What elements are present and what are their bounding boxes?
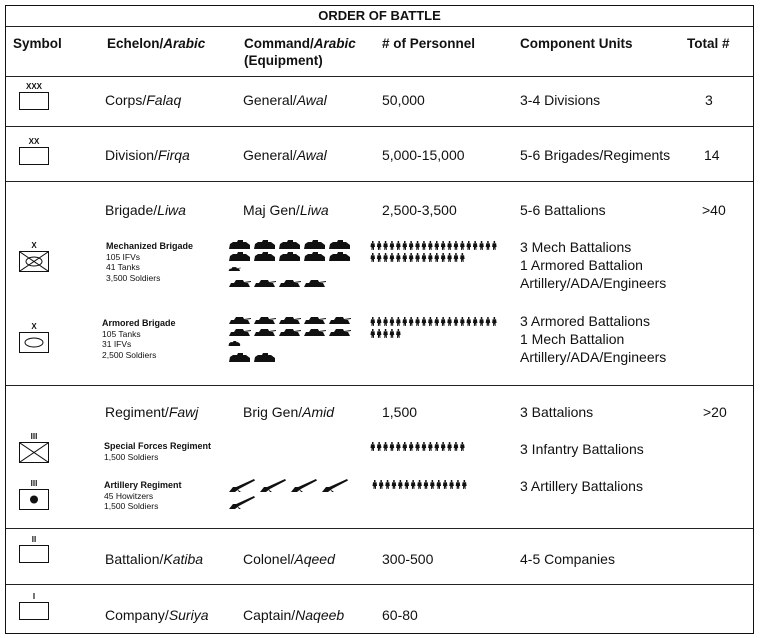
tank-icon bbox=[254, 317, 276, 324]
soldier-icon bbox=[454, 241, 459, 250]
ifv-icon bbox=[304, 252, 325, 261]
soldier-icon bbox=[422, 241, 427, 250]
header-command: Command/Arabic bbox=[244, 36, 356, 51]
soldier-icon bbox=[371, 329, 376, 338]
company-symbol bbox=[19, 593, 49, 623]
sf-regiment-symbol bbox=[19, 433, 49, 463]
soldier-icon bbox=[396, 329, 401, 338]
battalion-echelon: Battalion/Katiba bbox=[105, 551, 204, 567]
soldier-icon bbox=[454, 253, 459, 262]
mech-soldier-icons bbox=[370, 241, 503, 253]
ifv-icon bbox=[254, 240, 275, 249]
soldier-icon bbox=[415, 241, 420, 250]
soldier-icon bbox=[409, 442, 414, 451]
tank-icon-group bbox=[228, 266, 351, 299]
soldier-icon-group bbox=[370, 442, 471, 463]
header-echelon: Echelon/Arabic bbox=[107, 36, 206, 51]
ifv-icon bbox=[254, 353, 275, 362]
soldier-icon bbox=[383, 329, 388, 338]
regiment-echelon: Regiment/Fawj bbox=[105, 404, 199, 420]
tank-icon bbox=[229, 267, 241, 271]
howitzer-icon bbox=[322, 479, 348, 492]
soldier-icon bbox=[479, 241, 484, 250]
soldier-icon bbox=[371, 253, 376, 262]
howitzer-icon bbox=[229, 496, 255, 509]
soldier-icon bbox=[462, 480, 467, 489]
tank-icon bbox=[229, 329, 251, 336]
tank-icon bbox=[254, 280, 276, 287]
soldier-icon bbox=[383, 442, 388, 451]
tank-icon bbox=[229, 317, 251, 324]
ifv-icon bbox=[279, 252, 300, 261]
armor-brigade-comp-1: 3 Armored Battalions bbox=[520, 313, 650, 329]
brigade-components: 5-6 Battalions bbox=[520, 202, 606, 218]
soldier-icon bbox=[390, 329, 395, 338]
soldier-icon bbox=[390, 442, 395, 451]
soldier-icon bbox=[454, 317, 459, 326]
battalion-personnel: 300-500 bbox=[382, 551, 434, 567]
division-total: 14 bbox=[704, 147, 720, 163]
soldier-icon bbox=[411, 480, 416, 489]
soldier-icon bbox=[473, 241, 478, 250]
company-personnel: 60-80 bbox=[382, 607, 418, 623]
armor-ifv-icons bbox=[228, 341, 301, 353]
soldier-icon bbox=[486, 317, 491, 326]
soldier-icon bbox=[428, 253, 433, 262]
soldier-icon bbox=[473, 317, 478, 326]
tank-icon bbox=[279, 280, 301, 287]
howitzer-icon bbox=[291, 479, 317, 492]
soldier-icon bbox=[460, 241, 465, 250]
ifv-icon bbox=[329, 240, 350, 249]
mech-brigade-details: Mechanized Brigade 105 IFVs 41 Tanks 3,500 Soldiers bbox=[106, 241, 194, 283]
soldier-icon bbox=[396, 253, 401, 262]
sf-regiment-details: Special Forces Regiment 1,500 Soldiers bbox=[104, 441, 212, 462]
corps-echelon: Corps/Falaq bbox=[105, 92, 182, 108]
soldier-icon bbox=[415, 317, 420, 326]
soldier-icon bbox=[383, 241, 388, 250]
division-command: General/Awal bbox=[243, 147, 327, 163]
soldier-icon bbox=[437, 480, 442, 489]
soldier-icon bbox=[467, 241, 472, 250]
company-echelon: Company/Suriya bbox=[105, 607, 209, 623]
howitzer-icon bbox=[229, 479, 255, 492]
soldier-icon bbox=[403, 241, 408, 250]
soldier-icon bbox=[428, 317, 433, 326]
ifv-icon bbox=[304, 240, 325, 249]
soldier-icon bbox=[409, 253, 414, 262]
soldier-icon-group bbox=[370, 317, 503, 350]
soldier-icon bbox=[467, 317, 472, 326]
ifv-icon bbox=[229, 353, 250, 362]
ifv-icon bbox=[229, 341, 241, 346]
soldier-icon bbox=[383, 253, 388, 262]
soldier-icon bbox=[390, 317, 395, 326]
mechanized-infantry-symbol-icon bbox=[20, 252, 48, 271]
soldier-icon bbox=[405, 480, 410, 489]
soldier-icon bbox=[428, 442, 433, 451]
mech-ifv-icons bbox=[228, 240, 376, 252]
armor-symbol-icon bbox=[20, 333, 48, 352]
soldier-icon bbox=[398, 480, 403, 489]
battalion-symbol bbox=[19, 536, 49, 566]
armor-brigade-details: Armored Brigade 105 Tanks 31 IFVs 2,500 Soldiers bbox=[102, 318, 176, 360]
ifv-icon bbox=[229, 252, 250, 261]
corps-components: 3-4 Divisions bbox=[520, 92, 601, 108]
soldier-icon bbox=[428, 241, 433, 250]
soldier-icon bbox=[441, 241, 446, 250]
tank-icon bbox=[279, 329, 301, 336]
soldier-icon-group bbox=[372, 480, 473, 501]
armor-soldier-icons bbox=[370, 317, 503, 329]
echelon-marker: III bbox=[30, 479, 38, 488]
division-personnel: 5,000-15,000 bbox=[382, 147, 465, 163]
mech-brigade-comp-3: Artillery/ADA/Engineers bbox=[520, 275, 667, 291]
armor-brigade-symbol bbox=[19, 323, 49, 353]
soldier-icon-group bbox=[370, 241, 503, 274]
art-howitzer-icons bbox=[228, 479, 380, 491]
company-command: Captain/Naqeeb bbox=[243, 607, 345, 623]
tank-icon bbox=[329, 329, 351, 336]
soldier-icon bbox=[447, 253, 452, 262]
soldier-icon bbox=[486, 241, 491, 250]
mech-brigade-comp-2: 1 Armored Battalion bbox=[520, 257, 643, 273]
soldier-icon bbox=[447, 317, 452, 326]
echelon-marker: XXX bbox=[25, 82, 42, 91]
regiment-components: 3 Battalions bbox=[520, 404, 594, 420]
soldier-icon bbox=[435, 317, 440, 326]
soldier-icon bbox=[454, 442, 459, 451]
header-components: Component Units bbox=[520, 36, 633, 51]
echelon-marker: X bbox=[31, 241, 37, 250]
soldier-icon bbox=[479, 317, 484, 326]
tank-icon bbox=[304, 317, 326, 324]
armor-brigade-comp-2: 1 Mech Battalion bbox=[520, 331, 625, 347]
soldier-icon bbox=[449, 480, 454, 489]
soldier-icon bbox=[422, 253, 427, 262]
brigade-personnel: 2,500-3,500 bbox=[382, 202, 457, 218]
soldier-icon bbox=[377, 442, 382, 451]
soldier-icon bbox=[377, 329, 382, 338]
soldier-icon bbox=[403, 317, 408, 326]
header-symbol: Symbol bbox=[13, 36, 62, 51]
header-personnel: # of Personnel bbox=[382, 36, 476, 51]
table-title: ORDER OF BATTLE bbox=[318, 8, 441, 23]
soldier-icon bbox=[377, 317, 382, 326]
brigade-echelon: Brigade/Liwa bbox=[105, 202, 186, 218]
art-soldier-icons bbox=[372, 480, 473, 492]
soldier-icon bbox=[441, 317, 446, 326]
brigade-total: >40 bbox=[702, 202, 726, 218]
echelon-marker: II bbox=[31, 535, 37, 544]
soldier-icon bbox=[435, 442, 440, 451]
soldier-icon bbox=[409, 241, 414, 250]
corps-total: 3 bbox=[705, 92, 713, 108]
tank-icon bbox=[229, 280, 251, 287]
soldier-icon bbox=[409, 317, 414, 326]
soldier-icon bbox=[443, 480, 448, 489]
mech-tank-icons bbox=[228, 266, 351, 278]
soldier-icon bbox=[435, 241, 440, 250]
soldier-icon bbox=[441, 253, 446, 262]
echelon-marker: I bbox=[32, 592, 36, 601]
echelon-marker: III bbox=[30, 432, 38, 441]
soldier-icon bbox=[371, 241, 376, 250]
soldier-icon bbox=[396, 442, 401, 451]
soldier-icon bbox=[435, 253, 440, 262]
echelon-marker: XX bbox=[28, 137, 40, 146]
soldier-icon bbox=[403, 442, 408, 451]
soldier-icon bbox=[377, 241, 382, 250]
artillery-symbol-icon bbox=[20, 490, 48, 509]
order-of-battle-table bbox=[5, 5, 754, 634]
regiment-personnel: 1,500 bbox=[382, 404, 418, 420]
tank-icon bbox=[329, 317, 351, 324]
ifv-icon bbox=[229, 240, 250, 249]
header-total: Total # bbox=[687, 36, 730, 51]
soldier-icon bbox=[447, 442, 452, 451]
ifv-icon bbox=[329, 252, 350, 261]
soldier-icon bbox=[390, 253, 395, 262]
art-regiment-symbol bbox=[19, 480, 49, 510]
art-regiment-comp-1: 3 Artillery Battalions bbox=[520, 478, 643, 494]
soldier-icon bbox=[422, 442, 427, 451]
soldier-icon bbox=[379, 480, 384, 489]
tank-icon bbox=[279, 317, 301, 324]
soldier-icon bbox=[460, 442, 465, 451]
art-regiment-details: Artillery Regiment 45 Howitzers 1,500 Soldiers bbox=[104, 480, 182, 511]
soldier-icon bbox=[377, 253, 382, 262]
soldier-icon bbox=[383, 317, 388, 326]
soldier-icon bbox=[373, 480, 378, 489]
mech-brigade-comp-1: 3 Mech Battalions bbox=[520, 239, 632, 255]
soldier-icon bbox=[415, 442, 420, 451]
soldier-icon bbox=[417, 480, 422, 489]
ifv-icon-group bbox=[228, 341, 301, 374]
corps-personnel: 50,000 bbox=[382, 92, 425, 108]
soldier-icon bbox=[371, 317, 376, 326]
soldier-icon bbox=[460, 317, 465, 326]
echelon-marker: X bbox=[31, 322, 37, 331]
soldier-icon bbox=[430, 480, 435, 489]
soldier-icon bbox=[390, 241, 395, 250]
division-echelon: Division/Firqa bbox=[105, 147, 190, 163]
soldier-icon bbox=[447, 241, 452, 250]
ifv-icon bbox=[279, 240, 300, 249]
mech-brigade-symbol bbox=[19, 242, 49, 272]
regiment-total: >20 bbox=[703, 404, 727, 420]
soldier-icon bbox=[460, 253, 465, 262]
soldier-icon bbox=[456, 480, 461, 489]
soldier-icon bbox=[492, 241, 497, 250]
battalion-command: Colonel/Aqeed bbox=[243, 551, 335, 567]
soldier-icon bbox=[396, 317, 401, 326]
howitzer-icon bbox=[260, 479, 286, 492]
battalion-components: 4-5 Companies bbox=[520, 551, 615, 567]
division-symbol bbox=[19, 138, 49, 168]
brigade-command: Maj Gen/Liwa bbox=[243, 202, 329, 218]
header-command-equipment: (Equipment) bbox=[244, 53, 323, 68]
soldier-icon bbox=[385, 480, 390, 489]
soldier-icon bbox=[441, 442, 446, 451]
corps-command: General/Awal bbox=[243, 92, 327, 108]
armor-brigade-comp-3: Artillery/ADA/Engineers bbox=[520, 349, 667, 365]
soldier-icon bbox=[403, 253, 408, 262]
soldier-icon bbox=[396, 241, 401, 250]
division-components: 5-6 Brigades/Regiments bbox=[520, 147, 671, 163]
corps-symbol bbox=[19, 83, 49, 113]
armor-tank-icons bbox=[228, 315, 376, 327]
soldier-icon bbox=[422, 317, 427, 326]
soldier-icon bbox=[392, 480, 397, 489]
tank-icon bbox=[254, 329, 276, 336]
tank-icon bbox=[304, 280, 326, 287]
sf-regiment-comp-1: 3 Infantry Battalions bbox=[520, 441, 644, 457]
regiment-command: Brig Gen/Amid bbox=[243, 404, 335, 420]
ifv-icon bbox=[254, 252, 275, 261]
soldier-icon bbox=[424, 480, 429, 489]
tank-icon bbox=[304, 329, 326, 336]
soldier-icon bbox=[492, 317, 497, 326]
howitzer-icon-group bbox=[228, 479, 380, 526]
sf-soldier-icons bbox=[370, 442, 471, 454]
soldier-icon bbox=[415, 253, 420, 262]
soldier-icon bbox=[371, 442, 376, 451]
infantry-symbol-icon bbox=[20, 443, 48, 462]
